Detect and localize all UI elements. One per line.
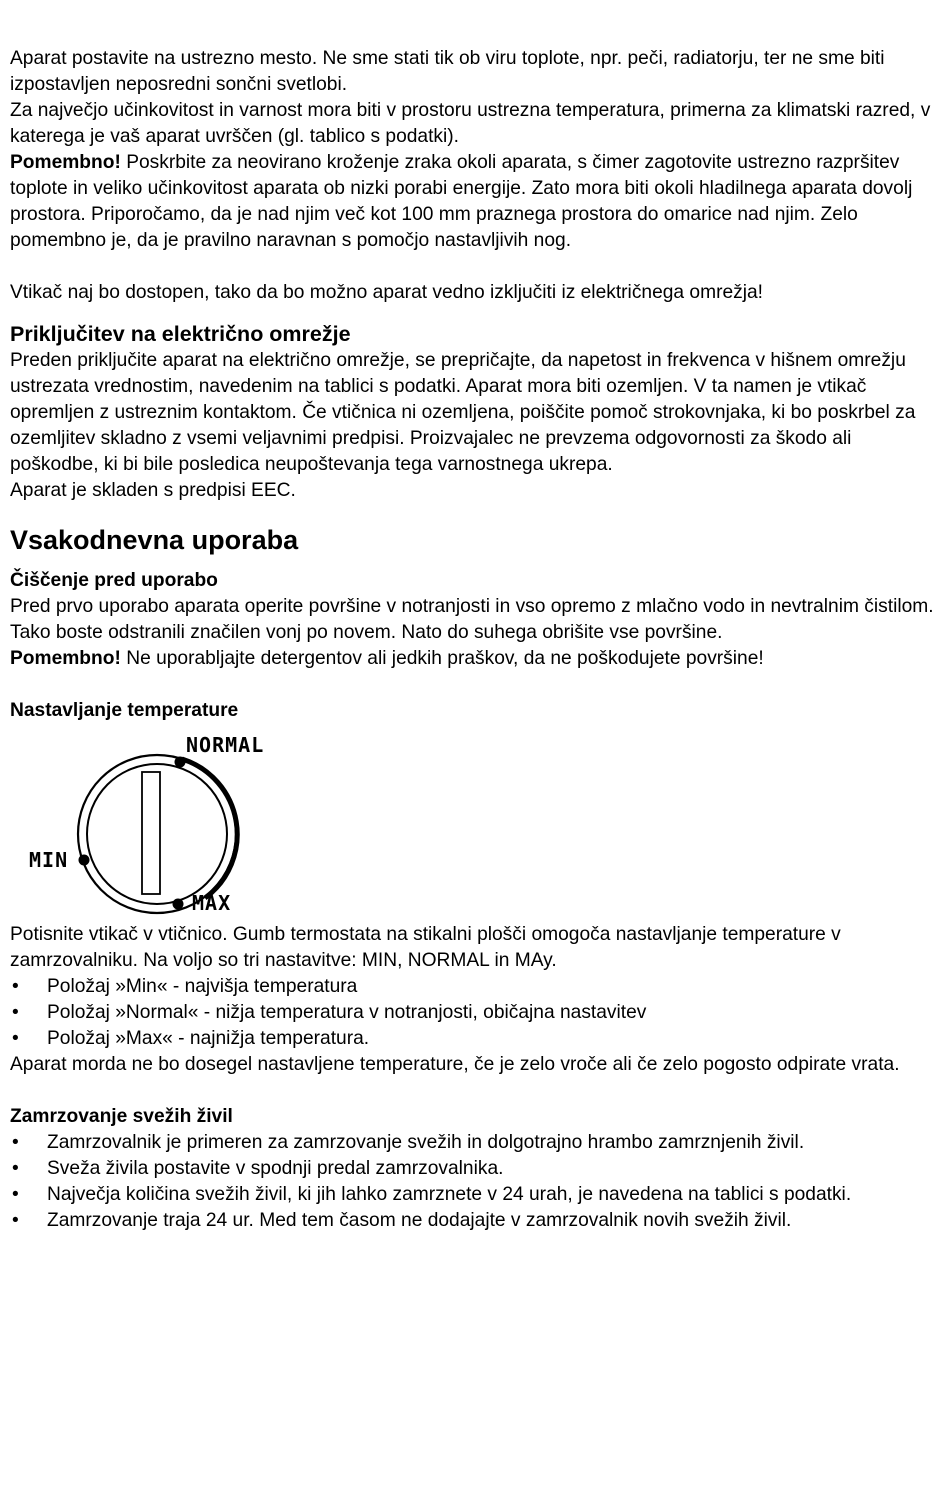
cleaning-warning-text: Ne uporabljajte detergentov ali jedkih praškov, da ne poškodujete površine!: [120, 648, 764, 669]
list-item: • Sveža živila postavite v spodnji predal zamrzovalnika.: [10, 1156, 945, 1182]
bullet-icon: •: [12, 1028, 19, 1049]
freezing-heading: Zamrzovanje svežih živil: [10, 1106, 233, 1127]
list-item: • Položaj »Normal« - nižja temperatura v notranjosti, običajna nastavitev: [10, 1000, 945, 1026]
bullet-icon: •: [12, 1210, 19, 1231]
eec-compliance-paragraph: Aparat je skladen s predpisi EEC.: [10, 480, 296, 501]
bullet-icon: •: [12, 1158, 19, 1179]
freezing-list: [10, 1130, 945, 1234]
list-item: • Položaj »Min« - najvišja temperatura: [10, 974, 945, 1000]
list-item: • Največja količina svežih živil, ki jih lahko zamrznete v 24 urah, je navedena na tablici s podatki.: [10, 1182, 945, 1208]
intro-paragraph-airflow: [10, 150, 945, 254]
manual-page: [10, 46, 945, 1234]
thermostat-dial-icon: [10, 730, 290, 920]
list-item: • Zamrzovanje traja 24 ur. Med tem časom ne dodajajte v zamrzovalnik novih svežih živil.: [10, 1208, 945, 1234]
important-label: Pomembno!: [10, 152, 121, 173]
intro-paragraph-placement: Aparat postavite na ustrezno mesto. Ne sme stati tik ob viru toplote, npr. peči, radiatorju, ter ne sme biti izpostavljen neposredni sončni svetlobi.: [10, 48, 885, 95]
bullet-icon: •: [12, 1132, 19, 1153]
list-item: • Zamrzovalnik je primeren za zamrzovanje svežih in dolgotrajno hrambo zamrznjenih živil.: [10, 1130, 945, 1156]
cleaning-paragraph: Pred prvo uporabo aparata operite površine v notranjosti in vso opremo z mlačno vodo in nevtralnim čistilom. Tako boste odstranili značilen vonj po novem. Nato do suhega obrišite vse površine.: [10, 596, 934, 643]
airflow-text: Poskrbite za neovirano kroženje zraka okoli aparata, s čimer zagotovite ustrezno razpršitev toplote in veliko učinkovitost aparata ob nizki porabi energije. Zato mora biti okoli hladilnega aparata dovolj prostora. Priporočamo, da je nad njim več kot 100 mm praznega prostora do omarice nad njim. Zelo pomembno je, da je pravilno naravnan s pomočjo nastavljivih nog.: [10, 152, 913, 251]
cleaning-warning-paragraph: [10, 646, 945, 672]
thermostat-settings-list: [10, 974, 945, 1052]
thermostat-dial-figure: [10, 730, 290, 920]
bullet-icon: •: [12, 1184, 19, 1205]
dial-label-normal: NORMAL: [186, 733, 265, 757]
bullet-icon: •: [12, 1002, 19, 1023]
bullet-icon: •: [12, 976, 19, 997]
electric-heading: Priključitev na električno omrežje: [10, 322, 351, 346]
list-item: • Položaj »Max« - najnižja temperatura.: [10, 1026, 945, 1052]
normal-position-dot: [175, 757, 186, 768]
temperature-note-paragraph: Aparat morda ne bo dosegel nastavljene temperature, če je zelo vroče ali če zelo pogosto odpirate vrata.: [10, 1054, 900, 1075]
temperature-heading: Nastavljanje temperature: [10, 700, 239, 721]
dial-label-min: MIN: [29, 848, 69, 872]
min-position-dot: [79, 855, 90, 866]
electric-paragraph: Preden priključite aparat na električno omrežje, se prepričajte, da napetost in frekvenca v hišnem omrežju ustrezata vrednostim, navedenim na tablici s podatki. Aparat mora biti ozemljen. V ta namen je vtikač opremljen z ustreznim kontaktom. Če vtičnica ni ozemljena, poiščite pomoč strokovnjaka, ki bo poskrbel za ozemljitev skladno z vsemi veljavnimi predpisi. Proizvajalec ne prevzema odgovornosti za škodo ali poškodbe, ki bi bile posledica neupoštevanja tega varnostnega ukrepa.: [10, 350, 916, 475]
max-position-dot: [173, 899, 184, 910]
cleaning-heading: Čiščenje pred uporabo: [10, 570, 218, 591]
dial-label-max: MAX: [192, 891, 232, 915]
intro-paragraph-temperature: Za največjo učinkovitost in varnost mora biti v prostoru ustrezna temperatura, primerna za klimatski razred, v katerega je vaš aparat uvrščen (gl. tablico s podatki).: [10, 100, 931, 147]
important-label: Pomembno!: [10, 648, 121, 669]
thermostat-paragraph: Potisnite vtikač v vtičnico. Gumb termostata na stikalni plošči omogoča nastavljanje temperature v zamrzovalniku. Na voljo so tri nastavitve: MIN, NORMAL in MAy.: [10, 924, 841, 971]
daily-use-heading: Vsakodnevna uporaba: [10, 525, 299, 555]
plug-access-paragraph: Vtikač naj bo dostopen, tako da bo možno aparat vedno izključiti iz električnega omrežja!: [10, 282, 763, 303]
